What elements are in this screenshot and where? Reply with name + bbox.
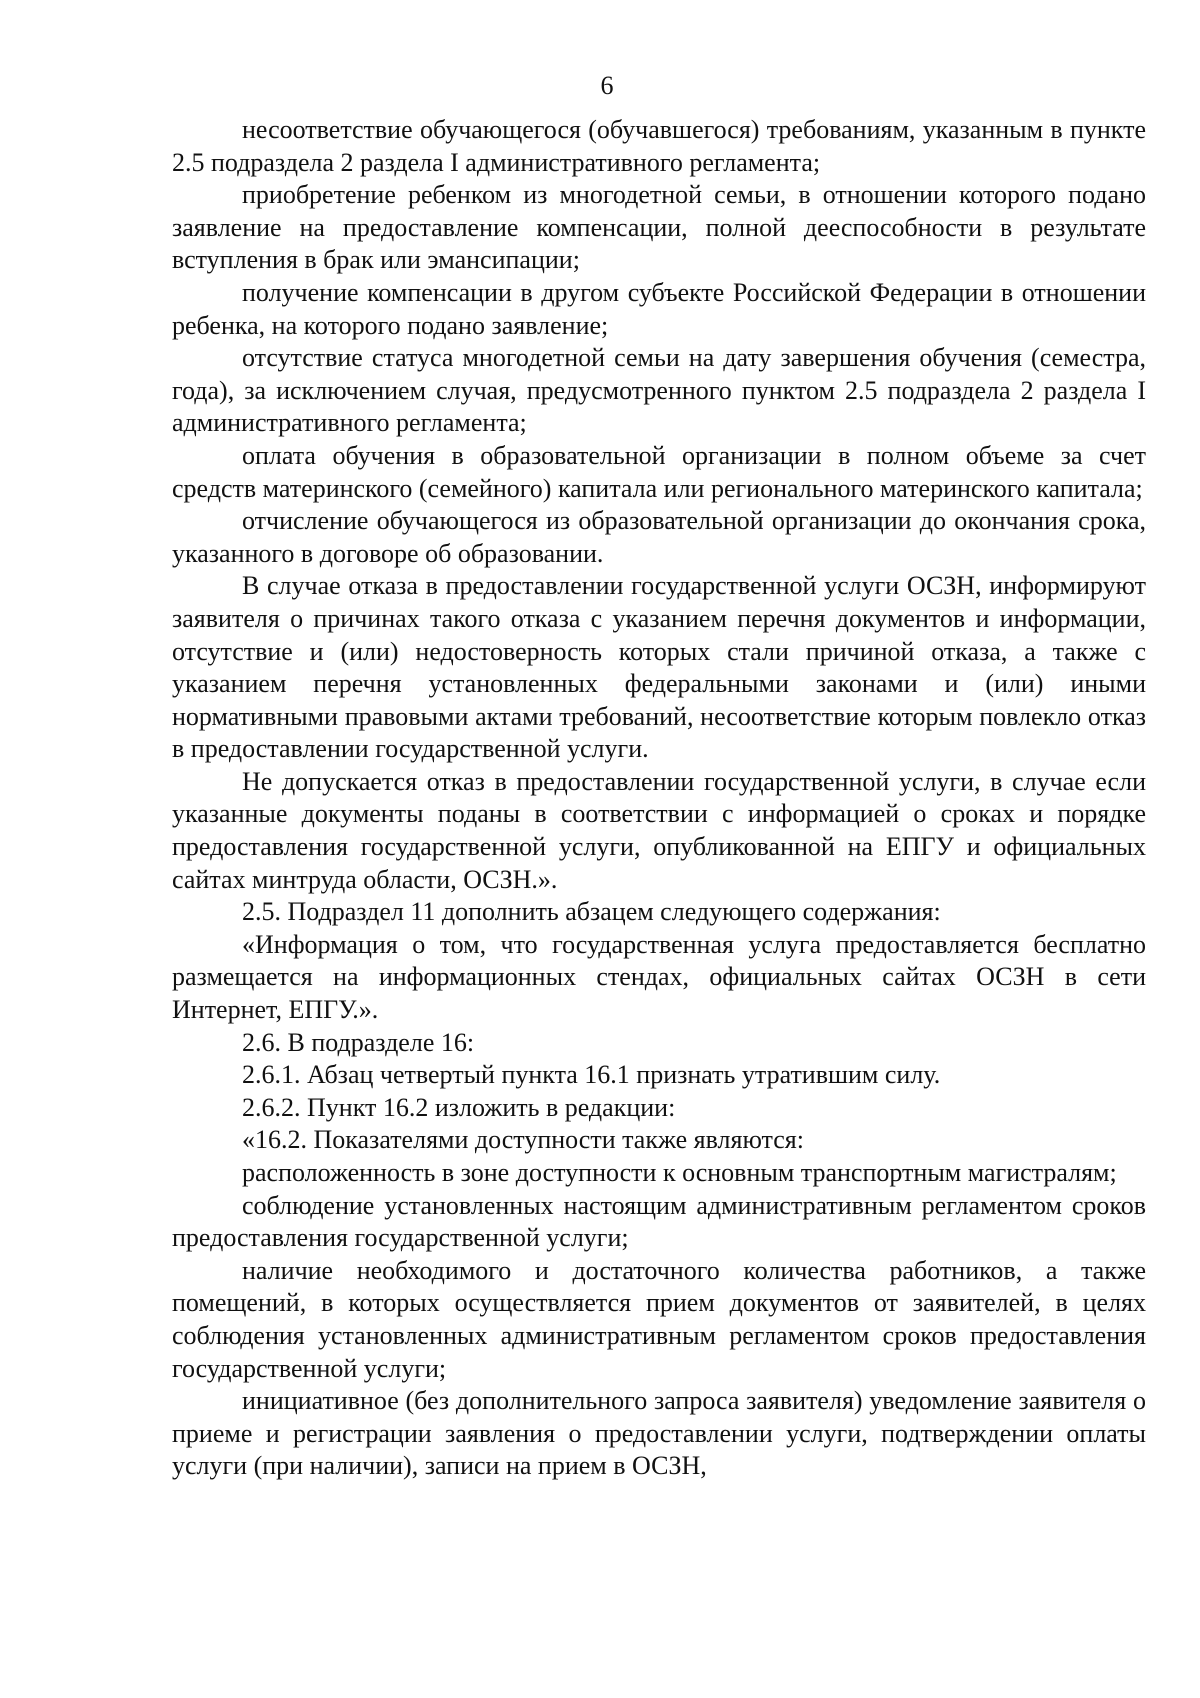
paragraph: «Информация о том, что государственная услуга предоставляется бесплатно размещается на информационных стендах, официальных сайтах ОСЗН в сети Интернет, ЕПГУ.».	[172, 929, 1146, 1025]
paragraph: приобретение ребенком из многодетной семьи, в отношении которого подано заявление на предоставление компенсации, полной дееспособности в результате вступления в брак или эмансипации;	[172, 180, 1146, 275]
paragraph: оплата обучения в образовательной организации в полном объеме за счет средств материнского (семейного) капитала или регионального материнского капитала;	[172, 440, 1146, 503]
paragraph: 2.6. В подразделе 16:	[242, 1027, 475, 1057]
paragraph: Не допускается отказ в предоставлении государственной услуги, в случае если указанные документы поданы в соответствии с информацией о сроках и порядке предоставления государственной услуги, опубликованной на ЕПГУ и официальных сайтах минтруда области, ОСЗН.».	[172, 766, 1146, 894]
paragraph: несоответствие обучающегося (обучавшегося) требованиям, указанным в пункте 2.5 подраздела 2 раздела I административного регламента;	[172, 115, 1146, 177]
paragraph: получение компенсации в другом субъекте Российской Федерации в отношении ребенка, на которого подано заявление;	[172, 277, 1146, 340]
paragraph: 2.6.2. Пункт 16.2 изложить в редакции:	[242, 1092, 676, 1122]
paragraph: 2.5. Подраздел 11 дополнить абзацем следующего содержания:	[242, 897, 941, 927]
paragraph: наличие необходимого и достаточного количества работников, а также помещений, в которых осуществляется прием документов от заявителей, в целях соблюдения установленных административным регламентом сроков предоставления государственной услуги;	[172, 1255, 1146, 1383]
paragraph: отчисление обучающегося из образовательной организации до окончания срока, указанного в договоре об образовании.	[172, 506, 1146, 568]
paragraph: инициативное (без дополнительного запроса заявителя) уведомление заявителя о приеме и регистрации заявления о предоставлении услуги, подтверждении оплаты услуги (при наличии), записи на прием в ОСЗН,	[172, 1386, 1146, 1481]
paragraph: отсутствие статуса многодетной семьи на дату завершения обучения (семестра, года), за исключением случая, предусмотренного пунктом 2.5 подраздела 2 раздела I административного регламента;	[172, 343, 1146, 438]
paragraph: соблюдение установленных настоящим административным регламентом сроков предоставления государственной услуги;	[172, 1190, 1146, 1253]
paragraph: «16.2. Показателями доступности также являются:	[242, 1125, 804, 1155]
paragraph: 2.6.1. Абзац четвертый пункта 16.1 признать утратившим силу.	[242, 1060, 941, 1090]
page-number: 6	[600, 71, 614, 100]
paragraph: В случае отказа в предоставлении государственной услуги ОСЗН, информируют заявителя о причинах такого отказа с указанием перечня документов и информации, отсутствие и (или) недостоверность которых стали причиной отказа, а также с указанием перечня установленных федеральными законами и (или) иными нормативными правовыми актами требований, несоответствие которым повлекло отказ в предоставлении государственной услуги.	[172, 571, 1146, 764]
paragraph: расположенность в зоне доступности к основным транспортным магистралям;	[242, 1158, 1117, 1187]
document-body	[172, 114, 1146, 1483]
